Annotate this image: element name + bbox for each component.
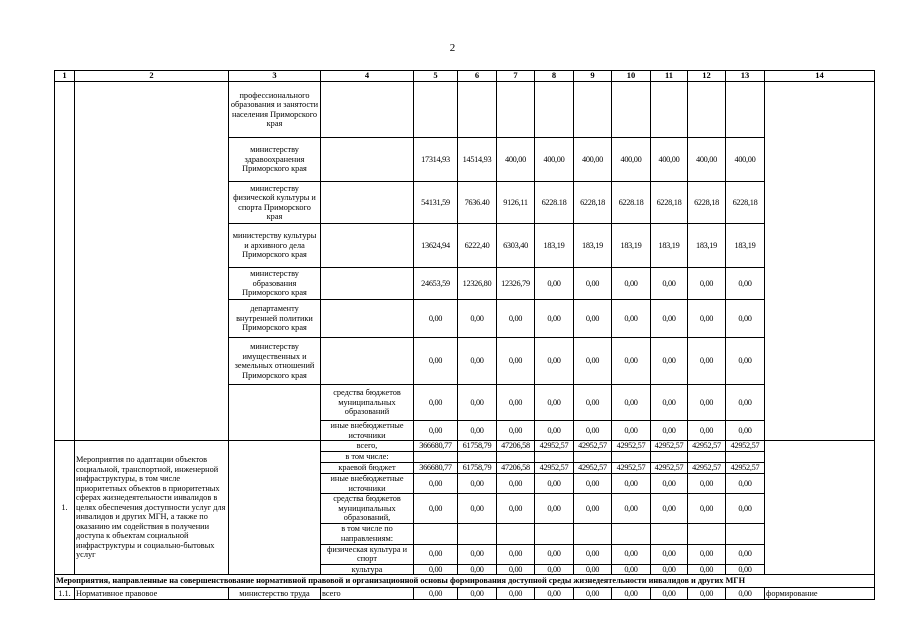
value-cell: 366680,77 <box>414 463 458 474</box>
section-title: Мероприятия, направленные на совершенствование нормативной правовой и организационной основы формирования доступной среды жизнедеятельности инвалидов и других МГН <box>55 575 875 588</box>
value-cell: 0,00 <box>574 421 612 441</box>
value-cell: 0,00 <box>651 588 688 600</box>
value-cell: 0,00 <box>612 338 651 385</box>
executor-cell: министерству здравоохранения Приморского края <box>229 138 321 182</box>
value-cell: 0,00 <box>574 474 612 494</box>
source-cell: физическая культура и спорт <box>321 544 414 564</box>
value-cell: 400,00 <box>612 138 651 182</box>
value-cell: 0,00 <box>688 588 726 600</box>
value-cell: 0,00 <box>612 268 651 300</box>
value-cell: 400,00 <box>726 138 765 182</box>
source-cell: краевой бюджет <box>321 463 414 474</box>
executor-cell: профессионального образования и занятости населения Приморского края <box>229 82 321 138</box>
value-cell: 0,00 <box>535 494 574 524</box>
header-cell: 10 <box>612 71 651 82</box>
value-cell: 0,00 <box>574 588 612 600</box>
value-cell <box>535 523 574 544</box>
value-cell: 12326,79 <box>497 268 535 300</box>
value-cell: 6228,18 <box>688 182 726 224</box>
value-cell: 0,00 <box>414 588 458 600</box>
value-cell: 400,00 <box>574 138 612 182</box>
value-cell: 6228,18 <box>651 182 688 224</box>
value-cell: 0,00 <box>414 474 458 494</box>
executor-cell: министерству физической культуры и спорта Приморского края <box>229 182 321 224</box>
value-cell: 0,00 <box>414 421 458 441</box>
executor-cell <box>229 385 321 441</box>
value-cell: 0,00 <box>458 544 497 564</box>
value-cell: 0,00 <box>497 474 535 494</box>
value-cell: 0,00 <box>574 268 612 300</box>
value-cell: 0,00 <box>651 564 688 575</box>
value-cell: 0,00 <box>574 338 612 385</box>
value-cell: 0,00 <box>497 588 535 600</box>
value-cell: 0,00 <box>414 300 458 338</box>
value-cell <box>688 82 726 138</box>
value-cell <box>651 452 688 463</box>
value-cell: 0,00 <box>535 268 574 300</box>
value-cell <box>612 82 651 138</box>
value-cell: 0,00 <box>414 564 458 575</box>
value-cell: 0,00 <box>688 385 726 421</box>
value-cell: 7636.40 <box>458 182 497 224</box>
value-cell: 0,00 <box>497 544 535 564</box>
value-cell: 6222,40 <box>458 224 497 268</box>
value-cell: 0,00 <box>651 300 688 338</box>
value-cell: 0,00 <box>726 338 765 385</box>
value-cell: 0,00 <box>726 564 765 575</box>
value-cell: 0,00 <box>414 494 458 524</box>
value-cell: 0,00 <box>535 338 574 385</box>
value-cell <box>458 82 497 138</box>
value-cell: 0,00 <box>688 421 726 441</box>
value-cell: 183,19 <box>688 224 726 268</box>
source-cell: всего <box>321 588 414 600</box>
value-cell: 0,00 <box>458 564 497 575</box>
source-cell: средства бюджетов муниципальных образований <box>321 385 414 421</box>
value-cell: 400,00 <box>651 138 688 182</box>
value-cell: 42952,57 <box>651 463 688 474</box>
value-cell: 0,00 <box>458 421 497 441</box>
value-cell: 0,00 <box>651 474 688 494</box>
value-cell: 183,19 <box>651 224 688 268</box>
source-cell: иные внебюджетные источники <box>321 474 414 494</box>
value-cell <box>651 82 688 138</box>
value-cell: 0,00 <box>612 300 651 338</box>
value-cell: 0,00 <box>497 385 535 421</box>
value-cell: 0,00 <box>458 474 497 494</box>
value-cell: 0,00 <box>612 588 651 600</box>
value-cell: 0,00 <box>651 385 688 421</box>
value-cell: 6303,40 <box>497 224 535 268</box>
value-cell: 0,00 <box>497 564 535 575</box>
value-cell: 61758,79 <box>458 441 497 452</box>
page-number: 2 <box>449 42 456 54</box>
activity-title-cell: Мероприятия по адаптации объектов социальной, транспортной, инженерной инфраструктуры, в том числе приоритетных объектов в приоритетных сферах жизнедеятельности инвалидов в целях обеспечения доступности услуг для инвалидов и других МГН, а также по оказанию им содействия в получении доступа к объектам социальной инфраструктуры и социально-бытовых услуг <box>75 441 229 575</box>
value-cell <box>497 452 535 463</box>
header-cell: 11 <box>651 71 688 82</box>
value-cell: 400,00 <box>497 138 535 182</box>
value-cell: 183,19 <box>612 224 651 268</box>
value-cell: 17314,93 <box>414 138 458 182</box>
header-cell: 6 <box>458 71 497 82</box>
table-row <box>55 588 875 600</box>
value-cell: 0,00 <box>458 588 497 600</box>
value-cell: 0,00 <box>535 474 574 494</box>
value-cell <box>414 82 458 138</box>
executor-cell: департаменту внутренней политики Приморского края <box>229 300 321 338</box>
executor-cell: министерству образования Приморского края <box>229 268 321 300</box>
value-cell: 0,00 <box>688 494 726 524</box>
value-cell: 0,00 <box>688 268 726 300</box>
value-cell: 0,00 <box>612 385 651 421</box>
source-cell: культура <box>321 564 414 575</box>
value-cell: 24653,59 <box>414 268 458 300</box>
activity-cell <box>75 82 229 441</box>
value-cell: 0,00 <box>574 300 612 338</box>
value-cell <box>497 523 535 544</box>
value-cell: 42952,57 <box>651 441 688 452</box>
header-cell: 1 <box>55 71 75 82</box>
source-cell <box>321 338 414 385</box>
header-cell: 13 <box>726 71 765 82</box>
section-row <box>55 575 875 588</box>
value-cell: 0,00 <box>612 494 651 524</box>
value-cell: 0,00 <box>688 564 726 575</box>
value-cell: 0,00 <box>414 544 458 564</box>
value-cell <box>458 523 497 544</box>
value-cell <box>574 523 612 544</box>
value-cell: 183,19 <box>535 224 574 268</box>
value-cell: 0,00 <box>414 338 458 385</box>
source-cell <box>321 224 414 268</box>
value-cell: 9126,11 <box>497 182 535 224</box>
value-cell <box>414 452 458 463</box>
value-cell: 54131,59 <box>414 182 458 224</box>
row-number-cell: 1. <box>55 441 75 575</box>
source-cell <box>321 300 414 338</box>
source-cell: в том числе по направлениям: <box>321 523 414 544</box>
value-cell: 0,00 <box>726 268 765 300</box>
value-cell: 0,00 <box>726 544 765 564</box>
header-cell: 12 <box>688 71 726 82</box>
header-cell: 7 <box>497 71 535 82</box>
header-cell: 5 <box>414 71 458 82</box>
value-cell <box>726 452 765 463</box>
value-cell: 42952,57 <box>574 463 612 474</box>
value-cell: 0,00 <box>574 564 612 575</box>
table-row <box>55 441 875 452</box>
result-cell <box>765 441 875 575</box>
table-row <box>55 82 875 138</box>
value-cell: 0,00 <box>574 494 612 524</box>
value-cell <box>651 523 688 544</box>
header-cell: 4 <box>321 71 414 82</box>
value-cell: 0,00 <box>688 300 726 338</box>
value-cell: 0,00 <box>612 544 651 564</box>
value-cell <box>688 452 726 463</box>
row-number-cell <box>55 82 75 441</box>
value-cell <box>612 452 651 463</box>
row-number-cell: 1.1. <box>55 588 75 600</box>
value-cell: 0,00 <box>535 588 574 600</box>
value-cell: 0,00 <box>612 421 651 441</box>
value-cell: 366680,77 <box>414 441 458 452</box>
value-cell: 0,00 <box>651 494 688 524</box>
value-cell: 0,00 <box>651 544 688 564</box>
value-cell: 0,00 <box>726 474 765 494</box>
value-cell <box>726 82 765 138</box>
value-cell: 42952,57 <box>726 463 765 474</box>
value-cell: 0,00 <box>688 544 726 564</box>
value-cell: 42952,57 <box>726 441 765 452</box>
value-cell: 0,00 <box>535 385 574 421</box>
value-cell: 0,00 <box>688 338 726 385</box>
executor-cell: министерство труда <box>229 588 321 600</box>
value-cell: 0,00 <box>458 338 497 385</box>
value-cell: 0,00 <box>497 300 535 338</box>
value-cell: 0,00 <box>651 268 688 300</box>
value-cell: 400,00 <box>535 138 574 182</box>
header-cell: 14 <box>765 71 875 82</box>
header-cell: 9 <box>574 71 612 82</box>
value-cell <box>497 82 535 138</box>
value-cell: 42952,57 <box>535 463 574 474</box>
source-cell <box>321 268 414 300</box>
value-cell: 42952,57 <box>612 463 651 474</box>
value-cell: 0,00 <box>535 544 574 564</box>
value-cell: 0,00 <box>688 474 726 494</box>
source-cell: средства бюджетов муниципальных образований, <box>321 494 414 524</box>
value-cell: 6228.18 <box>535 182 574 224</box>
value-cell: 400,00 <box>688 138 726 182</box>
value-cell <box>535 452 574 463</box>
value-cell: 0,00 <box>574 385 612 421</box>
value-cell: 0,00 <box>726 300 765 338</box>
source-cell <box>321 138 414 182</box>
value-cell: 0,00 <box>497 421 535 441</box>
value-cell <box>688 523 726 544</box>
executor-cell: министерству имущественных и земельных отношений Приморского края <box>229 338 321 385</box>
value-cell <box>612 523 651 544</box>
value-cell: 0,00 <box>497 494 535 524</box>
value-cell <box>574 452 612 463</box>
header-cell: 8 <box>535 71 574 82</box>
value-cell: 42952,57 <box>688 441 726 452</box>
result-cell <box>765 82 875 441</box>
value-cell <box>726 523 765 544</box>
value-cell: 183,19 <box>574 224 612 268</box>
value-cell: 12326,80 <box>458 268 497 300</box>
value-cell: 42952,57 <box>574 441 612 452</box>
value-cell: 0,00 <box>726 421 765 441</box>
value-cell: 42952,57 <box>688 463 726 474</box>
value-cell: 0,00 <box>574 544 612 564</box>
value-cell: 0,00 <box>458 300 497 338</box>
header-row <box>55 71 875 82</box>
value-cell <box>574 82 612 138</box>
value-cell: 0,00 <box>651 421 688 441</box>
executor-cell: министерству культуры и архивного дела Приморского края <box>229 224 321 268</box>
source-cell: в том числе: <box>321 452 414 463</box>
value-cell: 47206,58 <box>497 441 535 452</box>
value-cell: 42952,57 <box>612 441 651 452</box>
value-cell: 13624,94 <box>414 224 458 268</box>
header-cell: 2 <box>75 71 229 82</box>
value-cell: 61758,79 <box>458 463 497 474</box>
value-cell: 47206,58 <box>497 463 535 474</box>
value-cell: 0,00 <box>535 564 574 575</box>
value-cell: 0,00 <box>726 588 765 600</box>
value-cell <box>535 82 574 138</box>
value-cell: 0,00 <box>651 338 688 385</box>
value-cell <box>458 452 497 463</box>
value-cell: 42952,57 <box>535 441 574 452</box>
value-cell: 0,00 <box>497 338 535 385</box>
value-cell: 6228,18 <box>726 182 765 224</box>
value-cell: 0,00 <box>612 564 651 575</box>
source-cell: всего, <box>321 441 414 452</box>
value-cell: 0,00 <box>458 494 497 524</box>
value-cell <box>414 523 458 544</box>
result-cell: формирование <box>765 588 875 600</box>
value-cell: 183,19 <box>726 224 765 268</box>
activity-cell: Нормативное правовое <box>75 588 229 600</box>
value-cell: 0,00 <box>535 300 574 338</box>
header-cell: 3 <box>229 71 321 82</box>
source-cell <box>321 182 414 224</box>
budget-table <box>54 70 875 600</box>
value-cell: 0,00 <box>612 474 651 494</box>
value-cell: 14514,93 <box>458 138 497 182</box>
source-cell: иные внебюджетные источники <box>321 421 414 441</box>
source-cell <box>321 82 414 138</box>
value-cell: 0,00 <box>458 385 497 421</box>
value-cell: 6228,18 <box>574 182 612 224</box>
value-cell: 0,00 <box>414 385 458 421</box>
executor-cell <box>229 441 321 575</box>
value-cell: 0,00 <box>726 385 765 421</box>
value-cell: 6228.18 <box>612 182 651 224</box>
value-cell: 0,00 <box>726 494 765 524</box>
value-cell: 0,00 <box>535 421 574 441</box>
